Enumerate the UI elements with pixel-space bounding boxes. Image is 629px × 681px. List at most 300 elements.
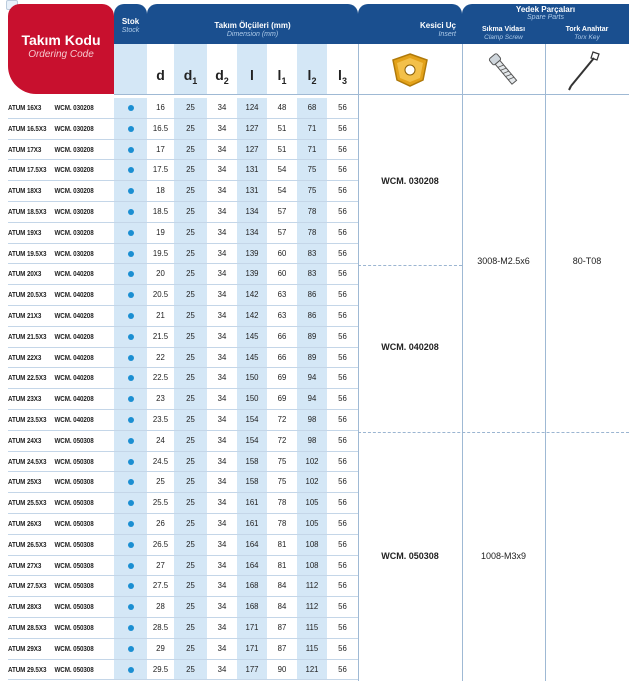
dim-l: 127 [237, 119, 267, 140]
dim-d2: 34 [217, 435, 227, 445]
dim-d2: 34 [217, 643, 227, 653]
tool-code: ATUM 16X3 [8, 103, 42, 112]
dim-l: 161 [237, 493, 267, 514]
dim-d: 28 [156, 602, 165, 612]
in-stock-dot-icon [128, 271, 134, 277]
dim-d1: 25 [174, 327, 207, 348]
stock-cell [114, 306, 147, 327]
table-row [0, 493, 629, 514]
in-stock-dot-icon [128, 147, 134, 153]
key-label-en: Torx Key [574, 34, 600, 41]
dim-l: 139 [237, 264, 267, 285]
dim-l1: 66 [277, 331, 287, 341]
insert-code: WCM. 050308 [54, 643, 94, 653]
title-en: Ordering Code [28, 49, 94, 60]
dim-l: 127 [237, 140, 267, 161]
dim-l2: 102 [297, 452, 327, 473]
dim-d2: 34 [217, 498, 227, 508]
dimension-label: Takım Ölçüleri (mm) [214, 21, 291, 30]
insert-icon [390, 52, 430, 88]
table-row [0, 140, 629, 161]
tool-code: ATUM 21.5X3 [8, 331, 47, 341]
tool-code: ATUM 19X3 [8, 227, 42, 237]
table-row [0, 597, 629, 618]
insert-code: WCM. 040208 [54, 415, 94, 424]
table-row [0, 660, 629, 681]
table-row [0, 514, 629, 535]
dim-l: 158 [237, 452, 267, 473]
dim-l3: 56 [338, 623, 347, 632]
dim-l3: 56 [338, 331, 347, 341]
dim-d2: 34 [217, 581, 227, 591]
insert-code: WCM. 030208 [54, 186, 94, 196]
dim-l: 164 [237, 535, 267, 556]
dim-d1: 25 [174, 660, 207, 681]
ordering-code [8, 160, 99, 181]
dim-l: 177 [237, 660, 267, 681]
torx-key-1: 80-T08 [572, 256, 602, 266]
dim-l2: 78 [297, 223, 327, 244]
dim-l1: 57 [277, 207, 287, 216]
group-divider-1 [358, 265, 462, 266]
dim-d1: 25 [174, 264, 207, 285]
ordering-code [8, 285, 99, 306]
clamp-screw-1: 3008-M2.5x6 [477, 256, 530, 266]
insert-code: WCM. 050308 [54, 539, 94, 549]
tool-code: ATUM 24X3 [8, 435, 42, 445]
insert-code: WCM. 040208 [54, 352, 94, 362]
insert-code: WCM. 050308 [54, 602, 94, 612]
key-label: Tork Anahtar [565, 26, 609, 33]
insert-code: WCM. 040208 [54, 394, 94, 404]
tool-code: ATUM 24.5X3 [8, 456, 47, 466]
dim-l: 131 [237, 181, 267, 202]
ordering-code [8, 244, 99, 265]
stock-cell [114, 410, 147, 431]
torx-key-header [545, 22, 629, 44]
dim-l3: 56 [338, 456, 347, 466]
dim-d: 20 [156, 269, 165, 279]
insert-code: WCM. 050308 [54, 581, 94, 591]
dim-l3: 56 [338, 602, 347, 612]
insert-code: WCM. 050308 [54, 435, 94, 445]
dim-l3: 56 [338, 435, 347, 445]
dim-l2: 108 [297, 556, 327, 577]
ordering-code [8, 348, 99, 369]
dim-l1: 87 [277, 623, 287, 632]
insert-code: WCM. 050308 [54, 477, 94, 487]
table-row [0, 119, 629, 140]
insert-code: WCM. 040208 [54, 311, 94, 320]
table-row [0, 410, 629, 431]
dim-l: 164 [237, 556, 267, 577]
table-row [0, 160, 629, 181]
dim-d2: 34 [217, 560, 227, 570]
dim-d2: 34 [217, 373, 227, 383]
in-stock-dot-icon [128, 646, 134, 652]
dim-d2: 34 [217, 623, 227, 632]
insert-code: WCM. 030208 [54, 207, 94, 216]
dim-l2: 98 [297, 431, 327, 452]
dim-d: 22.5 [152, 373, 169, 383]
dim-l3: 56 [338, 144, 347, 154]
ordering-code [8, 140, 99, 161]
dim-l: 131 [237, 160, 267, 181]
in-stock-dot-icon [128, 604, 134, 610]
dim-l2: 83 [297, 264, 327, 285]
ordering-code [8, 431, 99, 452]
stock-cell [114, 556, 147, 577]
dim-d1: 25 [174, 98, 207, 119]
spare-col-separator [462, 44, 463, 681]
stock-cell [114, 223, 147, 244]
dim-l2: 98 [297, 410, 327, 431]
dim-l3: 56 [338, 498, 347, 508]
in-stock-dot-icon [128, 188, 134, 194]
ordering-code [8, 389, 99, 410]
table-row [0, 368, 629, 389]
in-stock-dot-icon [128, 396, 134, 402]
dim-l2: 71 [297, 140, 327, 161]
in-stock-dot-icon [128, 355, 134, 361]
dim-l2: 94 [297, 389, 327, 410]
ordering-code [8, 306, 99, 327]
dim-d1: 25 [174, 306, 207, 327]
in-stock-dot-icon [128, 375, 134, 381]
stock-cell [114, 660, 147, 681]
dim-d1: 25 [174, 410, 207, 431]
dim-d: 25.5 [152, 498, 169, 508]
dim-d: 28.5 [152, 623, 169, 632]
dim-d1: 25 [174, 618, 207, 639]
dim-l3: 56 [338, 519, 347, 528]
in-stock-dot-icon [128, 667, 134, 673]
tool-code: ATUM 29X3 [8, 643, 42, 653]
header-bottom-border [114, 94, 629, 95]
dim-l1: 78 [277, 498, 287, 508]
dim-l1: 90 [277, 664, 287, 674]
dim-l1: 72 [277, 415, 287, 424]
stock-cell [114, 535, 147, 556]
dim-l: 161 [237, 514, 267, 535]
dim-l: 171 [237, 618, 267, 639]
tool-code: ATUM 20.5X3 [8, 290, 47, 300]
dim-l1: 51 [277, 144, 287, 154]
in-stock-dot-icon [128, 417, 134, 423]
dim-l1: 54 [277, 186, 287, 196]
dim-d: 17 [156, 144, 165, 154]
dim-d1: 25 [174, 348, 207, 369]
dim-l3: 56 [338, 373, 347, 383]
table-row [0, 618, 629, 639]
ordering-code [8, 493, 99, 514]
stock-cell [114, 181, 147, 202]
ordering-code [8, 514, 99, 535]
dim-l1: 66 [277, 352, 287, 362]
tool-code: ATUM 25.5X3 [8, 498, 47, 508]
dim-l1: 60 [277, 269, 287, 279]
table-row [0, 306, 629, 327]
dim-d: 16 [156, 103, 165, 112]
dim-l1: 63 [277, 290, 287, 300]
insert-code: WCM. 030208 [54, 227, 94, 237]
in-stock-dot-icon [128, 583, 134, 589]
stock-cell [114, 244, 147, 265]
stock-cell [114, 431, 147, 452]
dim-l: 154 [237, 431, 267, 452]
tool-code: ATUM 26X3 [8, 519, 42, 528]
dim-d: 27.5 [152, 581, 169, 591]
dim-l1: 84 [277, 602, 287, 612]
stock-cell [114, 327, 147, 348]
dim-l: 168 [237, 576, 267, 597]
dim-d: 21 [156, 311, 165, 320]
dim-l3: 56 [338, 165, 347, 175]
dim-d1: 25 [174, 535, 207, 556]
insert-code: WCM. 030208 [54, 103, 94, 112]
in-stock-dot-icon [128, 292, 134, 298]
ordering-code [8, 98, 99, 119]
stock-cell [114, 618, 147, 639]
dim-d1: 25 [174, 244, 207, 265]
dim-l2: 71 [297, 119, 327, 140]
dimension-label-en: Dimension (mm) [226, 31, 279, 38]
dim-l1: 72 [277, 435, 287, 445]
dim-d1: 25 [174, 493, 207, 514]
dim-l: 134 [237, 223, 267, 244]
tool-code: ATUM 26.5X3 [8, 539, 47, 549]
table-row [0, 431, 629, 452]
dim-d: 24 [156, 435, 165, 445]
dim-d2: 34 [217, 415, 227, 424]
stock-column-head [114, 44, 147, 94]
dim-d2: 34 [217, 539, 227, 549]
dim-d2: 34 [217, 186, 227, 196]
dim-l3: 56 [338, 207, 347, 216]
dim-l1: 87 [277, 643, 287, 653]
dim-l2: 112 [297, 597, 327, 618]
dim-l2: 115 [297, 639, 327, 660]
in-stock-dot-icon [128, 542, 134, 548]
in-stock-dot-icon [128, 251, 134, 257]
dim-d2: 34 [217, 311, 227, 320]
dim-d1: 25 [174, 368, 207, 389]
dim-d1: 25 [174, 452, 207, 473]
tool-code: ATUM 28X3 [8, 602, 42, 612]
dim-l2: 112 [297, 576, 327, 597]
dim-l: 158 [237, 472, 267, 493]
dim-l1: 60 [277, 248, 287, 258]
dim-d1: 25 [174, 556, 207, 577]
dim-d: 20.5 [152, 290, 169, 300]
dim-d1: 25 [174, 389, 207, 410]
col-head-l3: $l_3$ [327, 44, 358, 94]
dim-l2: 105 [297, 514, 327, 535]
dim-l2: 105 [297, 493, 327, 514]
dim-l: 124 [237, 98, 267, 119]
ordering-code [8, 660, 99, 681]
dim-l2: 75 [297, 160, 327, 181]
dim-d: 26.5 [152, 539, 169, 549]
col-head-l2: $l_2$ [297, 44, 327, 94]
ordering-code [8, 202, 99, 223]
dim-l: 142 [237, 306, 267, 327]
dim-d: 21.5 [152, 331, 169, 341]
dim-d2: 34 [217, 602, 227, 612]
ordering-code [8, 472, 99, 493]
table-row [0, 452, 629, 473]
table-row [0, 327, 629, 348]
screw-icon [484, 48, 524, 92]
dim-l3: 56 [338, 560, 347, 570]
insert-code: WCM. 030208 [54, 123, 94, 133]
dim-d2: 34 [217, 394, 227, 404]
ordering-code [8, 264, 99, 285]
table-row [0, 223, 629, 244]
in-stock-dot-icon [128, 334, 134, 340]
dim-d2: 34 [217, 331, 227, 341]
dim-l: 145 [237, 327, 267, 348]
dim-l3: 56 [338, 311, 347, 320]
spare-parts-header [462, 4, 629, 22]
insert-code: WCM. 050308 [54, 664, 94, 674]
clamp-screw-header [462, 22, 545, 44]
ordering-code-header [8, 4, 114, 94]
dim-d: 26 [156, 519, 165, 528]
dim-l3: 56 [338, 581, 347, 591]
key-col-separator [545, 44, 546, 681]
in-stock-dot-icon [128, 230, 134, 236]
col-head-d1: $d_1$ [174, 44, 207, 94]
dim-l3: 56 [338, 539, 347, 549]
dim-l: 145 [237, 348, 267, 369]
in-stock-dot-icon [128, 521, 134, 527]
dim-l2: 83 [297, 244, 327, 265]
dim-d1: 25 [174, 431, 207, 452]
dim-d1: 25 [174, 472, 207, 493]
stock-cell [114, 576, 147, 597]
dim-d2: 34 [217, 248, 227, 258]
dim-l3: 56 [338, 394, 347, 404]
dim-d: 27 [156, 560, 165, 570]
col-head-d: d [147, 44, 174, 94]
dim-l1: 69 [277, 394, 287, 404]
stock-cell [114, 98, 147, 119]
insert-code: WCM. 030208 [54, 248, 94, 258]
table-row [0, 285, 629, 306]
dim-d: 29.5 [152, 664, 169, 674]
insert-code: WCM. 040208 [54, 373, 94, 383]
ordering-code [8, 618, 99, 639]
group-divider-2 [358, 432, 629, 433]
dim-l1: 63 [277, 311, 287, 320]
stock-cell [114, 348, 147, 369]
stock-cell [114, 472, 147, 493]
dim-d1: 25 [174, 119, 207, 140]
dimension-header [147, 4, 358, 44]
dim-l2: 108 [297, 535, 327, 556]
dim-l1: 84 [277, 581, 287, 591]
dim-l: 171 [237, 639, 267, 660]
dim-d1: 25 [174, 514, 207, 535]
dim-l3: 56 [338, 123, 347, 133]
dim-l1: 57 [277, 227, 287, 237]
dim-d: 18 [156, 186, 165, 196]
dim-l1: 75 [277, 456, 287, 466]
insert-col-separator [358, 44, 359, 681]
stock-cell [114, 285, 147, 306]
row-divider [8, 679, 358, 680]
dim-d: 29 [156, 643, 165, 653]
ordering-code [8, 410, 99, 431]
dim-l3: 56 [338, 103, 347, 112]
in-stock-dot-icon [128, 126, 134, 132]
dim-l3: 56 [338, 477, 347, 487]
insert-code: WCM. 050308 [54, 519, 94, 528]
insert-group-2: WCM. 040208 [381, 342, 439, 352]
dim-d1: 25 [174, 160, 207, 181]
dim-l: 139 [237, 244, 267, 265]
insert-group-3: WCM. 050308 [381, 551, 439, 561]
dim-l2: 121 [297, 660, 327, 681]
insert-code: WCM. 030208 [54, 144, 94, 154]
table-row [0, 389, 629, 410]
tool-code: ATUM 20X3 [8, 269, 42, 279]
insert-code: WCM. 050308 [54, 498, 94, 508]
insert-label: Kesici Uç [419, 21, 456, 30]
dim-l1: 81 [277, 560, 287, 570]
in-stock-dot-icon [128, 479, 134, 485]
spare-label: Yedek Parçaları [515, 5, 576, 14]
dim-l2: 86 [297, 285, 327, 306]
table-row [0, 202, 629, 223]
table-row [0, 264, 629, 285]
stock-header [114, 4, 147, 44]
ordering-code [8, 368, 99, 389]
stock-cell [114, 160, 147, 181]
title-tr: Takım Kodu [21, 32, 101, 48]
table-row [0, 576, 629, 597]
insert-code: WCM. 040208 [54, 331, 94, 341]
torx-key-icon [563, 48, 607, 92]
tool-code: ATUM 22.5X3 [8, 373, 47, 383]
dim-l2: 68 [297, 98, 327, 119]
dim-l1: 48 [277, 103, 287, 112]
insert-image-cell [358, 44, 462, 94]
dim-d2: 34 [217, 165, 227, 175]
dim-l2: 89 [297, 348, 327, 369]
tool-code: ATUM 27.5X3 [8, 581, 47, 591]
tool-code: ATUM 22X3 [8, 352, 42, 362]
spare-label-en: Spare Parts [527, 14, 564, 21]
dim-d: 22 [156, 352, 165, 362]
stock-cell [114, 202, 147, 223]
dim-d1: 25 [174, 181, 207, 202]
in-stock-dot-icon [128, 459, 134, 465]
stock-cell [114, 493, 147, 514]
dim-l3: 56 [338, 227, 347, 237]
tool-code: ATUM 28.5X3 [8, 623, 47, 632]
dim-d2: 34 [217, 477, 227, 487]
insert-code: WCM. 050308 [54, 456, 94, 466]
in-stock-dot-icon [128, 438, 134, 444]
col-head-d2: $d_2$ [207, 44, 237, 94]
ordering-code [8, 597, 99, 618]
ordering-code [8, 119, 99, 140]
in-stock-dot-icon [128, 563, 134, 569]
dim-l3: 56 [338, 290, 347, 300]
ordering-code [8, 556, 99, 577]
